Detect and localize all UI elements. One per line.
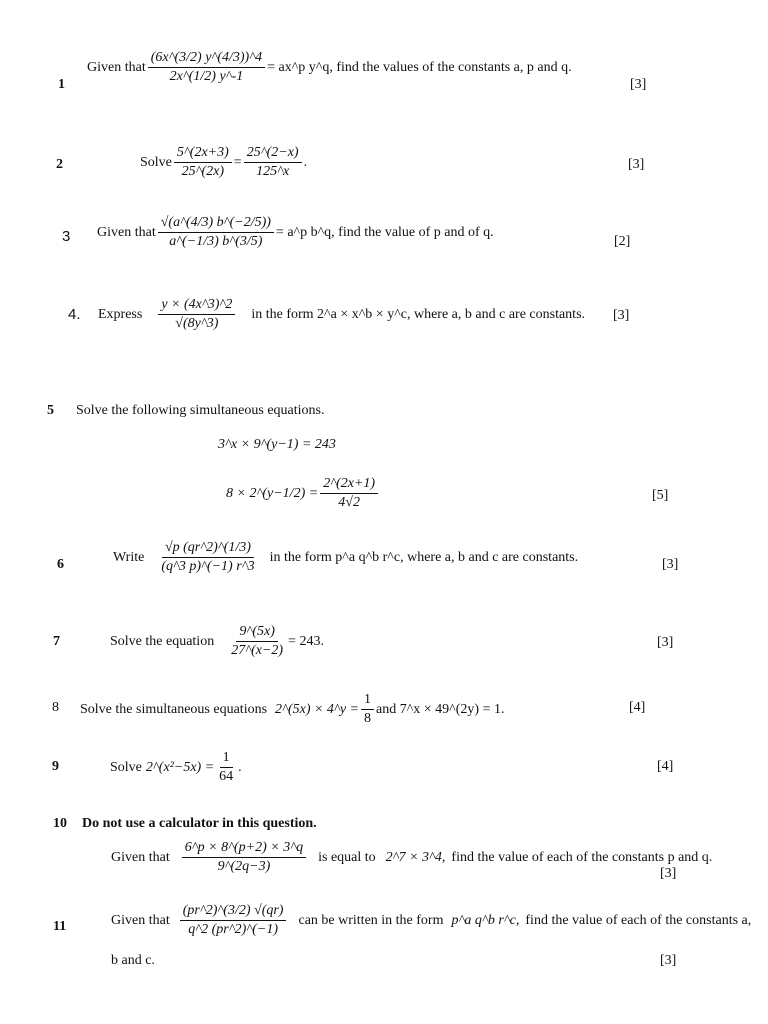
q11-mid: can be written in the form (298, 912, 444, 928)
q4-denominator: √(8y^3) (175, 316, 219, 332)
q4-fraction (158, 297, 235, 332)
q7-numerator: 9^(5x) (236, 624, 277, 642)
q2-left-denominator: 25^(2x) (181, 164, 225, 180)
q5-eq2-denominator: 4√2 (338, 495, 360, 511)
q5-equation-1: 3^x × 9^(y−1) = 243 (218, 437, 336, 452)
q6-denominator: (q^3 p)^(−1) r^3 (161, 559, 255, 575)
q10-tail: find the value of each of the constants p and q. (451, 849, 713, 865)
q6-text (113, 540, 578, 575)
q5-eq2-lhs: 8 × 2^(y−1/2) = (226, 485, 319, 501)
q11-numerator: (pr^2)^(3/2) √(qr) (180, 903, 287, 921)
q10-mid: is equal to (318, 849, 376, 865)
q10-heading: Do not use a calculator in this question. (82, 816, 317, 831)
q4-tail: in the form 2^a × x^b × y^c, where a, b and c are constants. (251, 306, 586, 322)
q2-equals: = (233, 154, 242, 170)
q11-tail: find the value of each of the constants a, (525, 912, 752, 928)
q10-fraction (182, 840, 306, 875)
q1-marks: [3] (630, 77, 647, 92)
q7-number: 7 (53, 634, 60, 649)
q3-marks: [2] (614, 234, 631, 249)
q8-text (80, 692, 504, 727)
q3-lead: Given that (97, 224, 156, 240)
q8-marks: [4] (629, 700, 646, 715)
q10-text (111, 840, 712, 875)
q5-eq2-fraction (320, 476, 378, 511)
q3-text (97, 215, 494, 250)
q10-marks: [3] (660, 866, 677, 881)
q4-text (98, 297, 585, 332)
q8-fraction (361, 692, 374, 727)
q10-rhs: 2^7 × 3^4, (385, 849, 446, 865)
q9-tail: . (238, 759, 242, 775)
q11-lead: Given that (111, 912, 170, 928)
q10-denominator: 9^(2q−3) (217, 859, 271, 875)
q8-tail: and 7^x × 49^(2y) = 1. (376, 701, 505, 717)
q2-right-numerator: 25^(2−x) (244, 145, 302, 163)
q6-fraction (158, 540, 257, 575)
q2-tail: . (303, 154, 308, 170)
q3-tail: = a^p b^q, find the value of p and of q. (275, 224, 494, 240)
q4-marks: [3] (613, 308, 630, 323)
q4-number: 4. (68, 306, 81, 323)
q2-lead: Solve (140, 154, 172, 170)
q11-number: 11 (53, 919, 67, 934)
q2-fraction-right (244, 145, 302, 180)
q1-text (87, 50, 572, 85)
q3-fraction (158, 215, 274, 250)
q1-number: 1 (58, 77, 65, 92)
q6-marks: [3] (662, 557, 679, 572)
q7-text (110, 624, 324, 659)
q9-denominator: 64 (219, 769, 234, 785)
q9-marks: [4] (657, 759, 674, 774)
q1-lead: Given that (87, 59, 146, 75)
q9-number: 9 (52, 759, 59, 774)
q7-denominator: 27^(x−2) (231, 643, 284, 659)
q4-lead: Express (98, 306, 143, 322)
q8-numerator: 1 (361, 692, 374, 710)
q1-tail: = ax^p y^q, find the values of the constants a, p and q. (267, 59, 572, 75)
q5-eq2-numerator: 2^(2x+1) (320, 476, 378, 494)
q9-fraction (216, 750, 236, 785)
q3-number: 3 (62, 228, 71, 245)
q10-number: 10 (53, 816, 67, 831)
q6-numerator: √p (qr^2)^(1/3) (162, 540, 254, 558)
q7-fraction (228, 624, 286, 659)
q9-text (110, 750, 242, 785)
q6-lead: Write (113, 549, 145, 565)
q6-number: 6 (57, 557, 64, 572)
q1-numerator: (6x^(3/2) y^(4/3))^4 (148, 50, 265, 68)
q11-denominator: q^2 (pr^2)^(−1) (188, 922, 278, 938)
q9-lead: Solve (110, 759, 142, 775)
q8-number: 8 (52, 700, 59, 715)
q9-lhs: 2^(x²−5x) = (145, 759, 215, 775)
q11-marks: [3] (660, 953, 677, 968)
q7-lead: Solve the equation (110, 633, 215, 649)
q2-marks: [3] (628, 157, 645, 172)
q8-lead: Solve the simultaneous equations (80, 701, 268, 717)
q8-lhs: 2^(5x) × 4^y = (275, 701, 359, 717)
q4-numerator: y × (4x^3)^2 (158, 297, 235, 315)
q1-fraction (148, 50, 265, 85)
q11-form: p^a q^b r^c, (451, 912, 520, 928)
q7-tail: = 243. (288, 633, 325, 649)
q3-denominator: a^(−1/3) b^(3/5) (169, 234, 263, 250)
q9-numerator: 1 (220, 750, 233, 768)
q5-lead: Solve the following simultaneous equations. (76, 403, 325, 418)
q5-marks: [5] (652, 488, 669, 503)
q3-numerator: √(a^(4/3) b^(−2/5)) (158, 215, 274, 233)
q2-fraction-left (174, 145, 232, 180)
q10-numerator: 6^p × 8^(p+2) × 3^q (182, 840, 306, 858)
q5-equation-2 (226, 476, 380, 511)
q2-number: 2 (56, 157, 63, 172)
q10-lead: Given that (111, 849, 170, 865)
q1-denominator: 2x^(1/2) y^-1 (169, 69, 244, 85)
q11-tail-continued: b and c. (111, 953, 155, 968)
q6-tail: in the form p^a q^b r^c, where a, b and c are constants. (269, 549, 579, 565)
q2-right-denominator: 125^x (256, 164, 290, 180)
q8-denominator: 8 (364, 711, 371, 727)
q2-left-numerator: 5^(2x+3) (174, 145, 232, 163)
q5-number: 5 (47, 403, 54, 418)
q7-marks: [3] (657, 635, 674, 650)
q2-text (140, 145, 307, 180)
q11-fraction (180, 903, 287, 938)
q11-text (111, 903, 751, 938)
